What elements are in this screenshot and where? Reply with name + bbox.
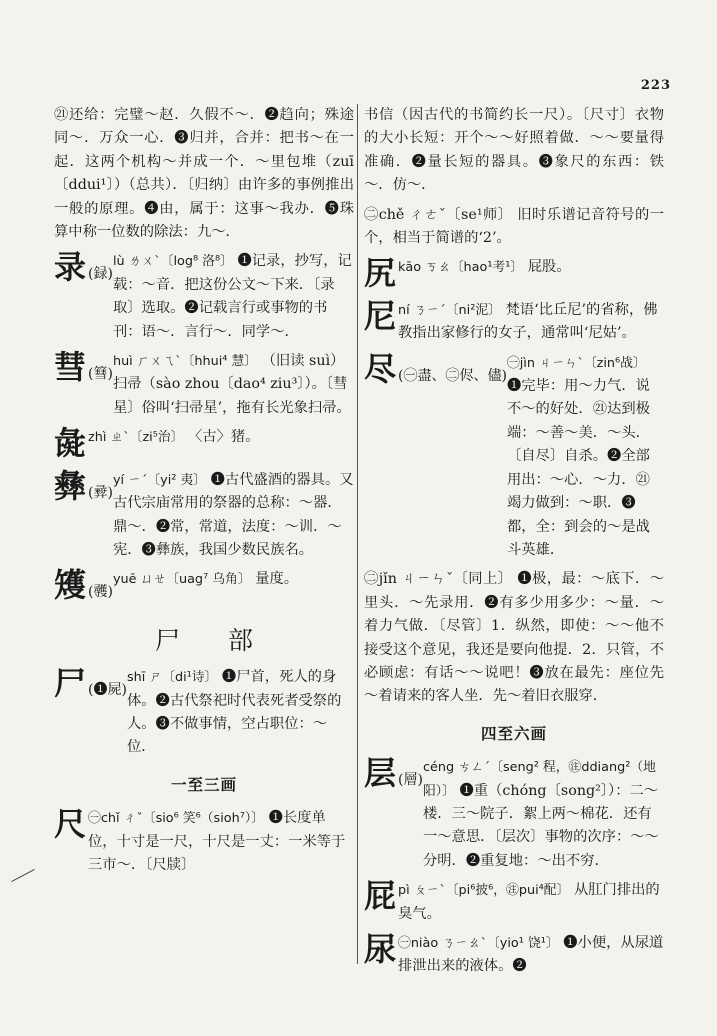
entry-jin <box>364 349 664 563</box>
entry-yi <box>54 466 354 563</box>
stroke-subheading: 一至三画 <box>170 775 237 794</box>
variant-form: (層) <box>398 772 423 789</box>
entry-che: ㊁chě ㄔㄜˇ〔se¹师〕 旧时乐谱记音符号的一个，相当于简谱的‘2’。 <box>364 206 664 247</box>
pronunciation: kāo ㄎㄠ〔hao¹考¹〕 <box>398 260 524 276</box>
pronunciation: yí ㄧˊ〔yi² 夷〕 <box>112 472 207 488</box>
entry-pi <box>364 879 664 926</box>
entry-niao <box>364 932 664 979</box>
stroke-subheading: 四至六画 <box>480 724 547 743</box>
definition: （旧读 suì）扫帚（sào zhou〔dao⁴ ziu³〕）。〔彗星〕俗叫‘扫帚星’，拖有长光象扫帚。 <box>112 353 351 416</box>
entry-continuation: 书信（因古代的书简约长一尺）。〔尺寸〕衣物的大小长短：开个～～好照着做．～～要量得准确．❷量长短的器具。❸象尺的东西：铁～．仿～． <box>364 107 664 194</box>
section-title: 尸 部 <box>155 625 273 655</box>
entry-yue <box>54 568 354 604</box>
definition: ❶重（chóng〔song²〕）：二～楼．三～院子．絮上两～棉花．还有一～意思．〔层次〕事物的次序：～～分明．❷重复地：～出不穷． <box>422 782 659 869</box>
entry-chi <box>54 807 354 877</box>
left-column <box>54 104 354 877</box>
variant-form: (彛) <box>88 484 113 501</box>
column-divider <box>357 104 358 964</box>
pen-mark <box>11 869 34 882</box>
headword: 尽 <box>364 349 397 388</box>
page-number: 223 <box>640 78 671 93</box>
definition: 〈古〉猪。 <box>188 429 260 446</box>
definition: 量度。 <box>255 571 299 588</box>
variant-form: (彠) <box>88 584 113 601</box>
definition: ❶长度单位，十寸是一尺，十尺是一丈：一米等于三市～．〔尺牍〕 <box>88 810 346 873</box>
variant-form: (❶屍) <box>88 682 127 699</box>
pronunciation: zhì ㄓˋ〔zi⁵治〕 <box>88 430 184 446</box>
pronunciation: yuē ㄩㄝ〔uag⁷ 乌角〕 <box>112 572 251 588</box>
definition: ❶尸首，死人的身体。❷古代祭祀时代表死者受祭的人。❸不做事情，空占职位：～位． <box>126 669 342 756</box>
pronunciation: céng ㄘㄥˊ〔seng² 程，㊟ddiang²（地阳）〕 <box>422 760 656 799</box>
headword: 矱 <box>54 566 87 605</box>
headword: 录 <box>54 248 87 287</box>
entry-ceng <box>364 756 664 873</box>
pronunciation: ní ㄋㄧˊ〔ni²泥〕 <box>398 302 501 318</box>
pronunciation: ㊀jìn ㄐㄧㄣˋ〔zin⁶战〕 <box>506 355 646 371</box>
definition: ❶记录，抄写，记载：～音．把这份公文～下来．〔录取〕选取。❷记载言行或事物的书刊：语～．言行～．同学～． <box>112 253 352 340</box>
definition: ❶完毕：用～力气．说不～的好处．㉑达到极端：～善～美．～头．〔自尽〕自杀。❷全部用出：～心．～力．㉑竭力做到：～职．❸都，全：到会的～是战斗英雄． <box>506 378 650 558</box>
entry-zhi <box>54 426 354 462</box>
pronunciation: pì ㄆㄧˋ〔pi⁶披⁶，㊟pui⁴配〕 <box>398 883 570 899</box>
pronunciation: lù ㄌㄨˋ〔log⁸ 洛⁸〕 <box>112 254 233 270</box>
entry-ni <box>364 296 664 346</box>
variant-form: (録) <box>88 266 113 283</box>
headword: 尸 <box>54 664 87 703</box>
entry-jin-second: ㊁jǐn ㄐㄧㄣˇ〔同上〕 ❶极，最：～底下．～里头．～先录用．❷有多少用多少：～量．～着力气做．〔尽管〕1．纵然，即使：～～他不接受这个意见，我还是要向他提．2．只管，不必顾虑：有话～～说吧！❸放在最先：座位先～着请来的客人坐．先～着旧衣服穿． <box>364 571 664 705</box>
headword: 层 <box>364 754 397 793</box>
definition: 梵语‘比丘尼’的省称，佛教指出家修行的女子，通常叫‘尼姑’。 <box>398 301 658 342</box>
definition: ❶古代盛酒的器具。又古代宗庙常用的祭器的总称：～器．鼎～．❷常，常道，法度：～训．～宪．❸彝族，我国少数民族名。 <box>112 471 354 558</box>
pronunciation: shī ㄕ〔di¹诗〕 <box>126 670 218 686</box>
headword: 尻 <box>364 254 397 293</box>
headword: 彗 <box>54 348 87 387</box>
headword: 彝 <box>54 466 87 505</box>
definition: ❶小便，从尿道排泄出来的液体。❷ <box>398 935 664 975</box>
right-column <box>364 104 664 979</box>
variant-form: (篲) <box>88 366 113 383</box>
pronunciation: huì ㄏㄨㄟˋ〔hhui⁴ 慧〕 <box>112 354 258 370</box>
headword: 尼 <box>364 296 397 335</box>
entry-lu <box>54 250 354 344</box>
definition: 屁股。 <box>527 259 571 276</box>
pronunciation: ㊀niào ㄋㄧㄠˋ〔yio¹ 饶¹〕 <box>398 936 559 951</box>
headword: 彘 <box>54 424 87 463</box>
entry-continuation: ㉑还给：完璧～赵．久假不～．❷趋向；殊途同～．万众一心．❸归并，合并：把书～在一起．这两个机构～并成一个．～里包堆（zuī〔ddui¹〕）（总共）．〔归纳〕由许多的事例推出一般的原理。❹由，属于：这事～我办．❺珠算中称一位数的除法：九～． <box>54 107 354 241</box>
headword: 尺 <box>54 805 87 844</box>
variant-form: (㊀盡、㊁侭、儘) <box>398 367 507 384</box>
headword: 尿 <box>364 930 397 968</box>
entry-hui <box>54 350 354 420</box>
entry-kao <box>364 256 664 292</box>
headword: 屁 <box>364 877 397 916</box>
pronunciation: ㊀chǐ ㄔˇ〔sio⁶ 笑⁶（sioh⁷）〕 <box>88 811 265 827</box>
entry-shi <box>54 666 354 760</box>
definition: 从肛门排出的臭气。 <box>398 882 660 922</box>
